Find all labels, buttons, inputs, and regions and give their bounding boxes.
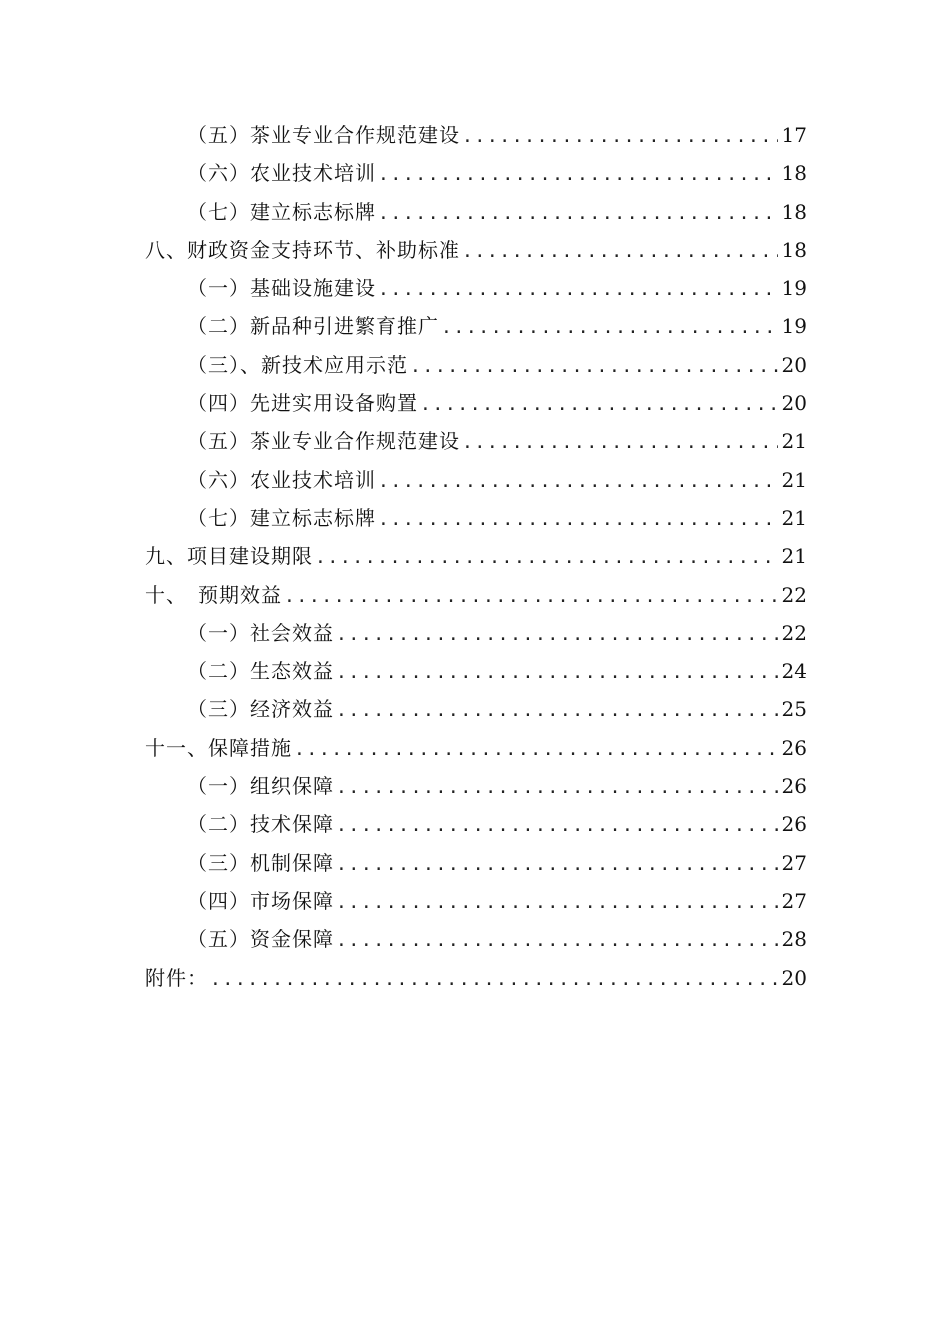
- toc-entry: [145, 307, 807, 345]
- toc-dot-leader: [462, 118, 778, 156]
- toc-entry-title: （五）茶业专业合作规范建设: [187, 429, 460, 454]
- toc-entry-title: （三）、新技术应用示范: [187, 352, 408, 377]
- toc-dot-leader: [336, 616, 778, 654]
- toc-entry-page: 21: [781, 467, 807, 492]
- toc-entry-page: 20: [781, 965, 807, 990]
- toc-entry-title: （五）茶业专业合作规范建设: [187, 123, 460, 147]
- toc-entry: [145, 729, 807, 767]
- toc-dot-leader: [441, 309, 778, 347]
- toc-entry-title: 附件：: [145, 965, 208, 990]
- toc-dot-leader: [315, 539, 778, 577]
- toc-entry-title: （六）农业技术培训: [187, 467, 376, 492]
- toc-dot-leader: [378, 195, 778, 233]
- toc-dot-leader: [462, 233, 778, 271]
- toc-entry-title: （三）机制保障: [187, 850, 334, 875]
- toc-entry: [145, 384, 807, 422]
- toc-entry-page: 19: [781, 314, 807, 339]
- toc-entry: [145, 614, 807, 652]
- toc-entry-title: 九、项目建设期限: [145, 544, 313, 569]
- toc-entry: [145, 231, 807, 269]
- toc-entry: [145, 767, 807, 805]
- toc-dot-leader: [284, 578, 778, 616]
- toc-entry-page: 21: [781, 505, 807, 530]
- toc-entry: [145, 844, 807, 882]
- toc-entry-page: 26: [781, 812, 807, 837]
- toc-entry-title: （一）基础设施建设: [187, 276, 376, 301]
- toc-entry-page: 20: [781, 391, 807, 416]
- toc-entry-title: （二）生态效益: [187, 659, 334, 684]
- toc-entry-page: 27: [781, 850, 807, 875]
- toc-entry-page: 22: [781, 620, 807, 645]
- toc-dot-leader: [378, 501, 778, 539]
- toc-entry-page: 18: [781, 161, 807, 186]
- toc-entry: [145, 920, 807, 958]
- toc-entry-title: 八、财政资金支持环节、补助标准: [145, 237, 460, 262]
- toc-entry-page: 21: [781, 544, 807, 569]
- toc-entry-page: 26: [781, 735, 807, 760]
- toc-dot-leader: [336, 692, 778, 730]
- toc-dot-leader: [336, 654, 778, 692]
- toc-entry-page: 22: [781, 582, 807, 607]
- toc-entry: [145, 652, 807, 690]
- toc-entry: [145, 959, 807, 997]
- toc-dot-leader: [210, 961, 778, 999]
- toc-entry-page: 24: [781, 659, 807, 684]
- toc-dot-leader: [378, 156, 778, 194]
- toc-entry-title: （四）市场保障: [187, 888, 334, 913]
- toc-entry-title: （一）组织保障: [187, 774, 334, 799]
- toc-entry-page: 20: [781, 352, 807, 377]
- toc-entry-title: （七）建立标志标牌: [187, 199, 376, 224]
- toc-dot-leader: [410, 348, 778, 386]
- toc-entry-title: 十一、保障措施: [145, 735, 292, 760]
- toc-entry: [145, 154, 807, 192]
- toc-dot-leader: [336, 807, 778, 845]
- toc-dot-leader: [378, 271, 778, 309]
- table-of-contents: [145, 116, 807, 997]
- toc-entry: [145, 346, 807, 384]
- toc-entry: [145, 269, 807, 307]
- toc-entry-title: （二）技术保障: [187, 812, 334, 837]
- toc-dot-leader: [378, 463, 778, 501]
- toc-entry-title: （五）资金保障: [187, 927, 334, 952]
- toc-entry: [145, 461, 807, 499]
- toc-entry-title: （四）先进实用设备购置: [187, 391, 418, 416]
- toc-entry-title: （六）农业技术培训: [187, 161, 376, 186]
- toc-entry-page: 18: [781, 237, 807, 262]
- toc-entry-title: （二）新品种引进繁育推广: [187, 314, 439, 339]
- toc-entry: [145, 193, 807, 231]
- toc-dot-leader: [294, 731, 778, 769]
- toc-entry-page: 17: [781, 123, 807, 147]
- toc-entry-page: 27: [781, 888, 807, 913]
- toc-entry: [145, 422, 807, 460]
- toc-entry-title: （三）经济效益: [187, 697, 334, 722]
- toc-entry-title: （七）建立标志标牌: [187, 505, 376, 530]
- toc-dot-leader: [462, 424, 778, 462]
- toc-entry: [145, 805, 807, 843]
- toc-entry: [145, 576, 807, 614]
- toc-entry-page: 26: [781, 774, 807, 799]
- toc-dot-leader: [336, 769, 778, 807]
- toc-entry: [145, 499, 807, 537]
- toc-dot-leader: [336, 922, 778, 960]
- toc-entry-page: 25: [781, 697, 807, 722]
- toc-entry-page: 21: [781, 429, 807, 454]
- toc-entry-page: 28: [781, 927, 807, 952]
- toc-entry: [145, 882, 807, 920]
- toc-entry: [145, 116, 807, 154]
- toc-dot-leader: [336, 884, 778, 922]
- toc-entry-title: 十、 预期效益: [145, 582, 282, 607]
- toc-dot-leader: [420, 386, 778, 424]
- toc-entry-page: 19: [781, 276, 807, 301]
- toc-dot-leader: [336, 846, 778, 884]
- toc-entry-page: 18: [781, 199, 807, 224]
- toc-entry: [145, 537, 807, 575]
- toc-entry: [145, 690, 807, 728]
- toc-entry-title: （一）社会效益: [187, 620, 334, 645]
